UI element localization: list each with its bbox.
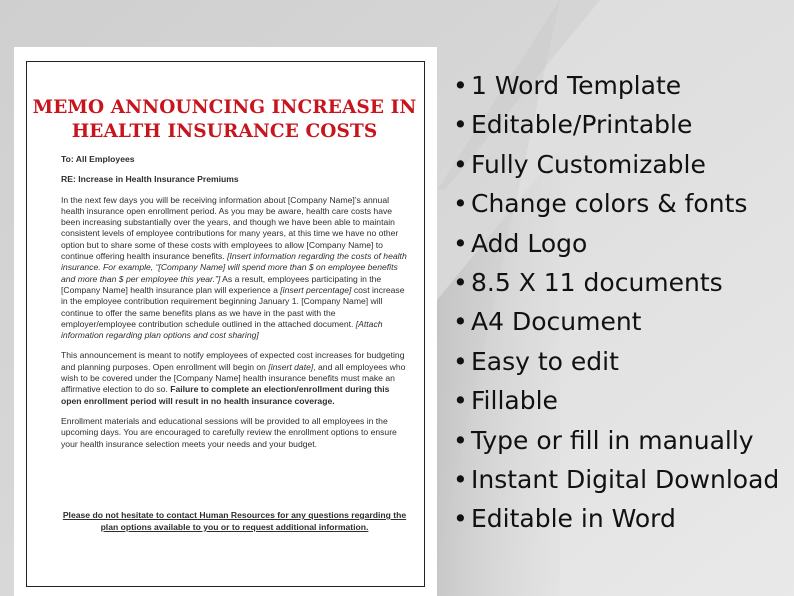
bullet: •	[453, 149, 468, 179]
feature-list	[453, 66, 794, 539]
feature-item: • 8.5 X 11 documents	[453, 263, 794, 302]
feature-item: • Change colors & fonts	[453, 184, 794, 223]
bullet: •	[453, 504, 468, 534]
bullet: •	[453, 307, 468, 337]
feature-item: • Editable in Word	[453, 499, 794, 538]
feature-item: • Fully Customizable	[453, 145, 794, 184]
feature-item: • Type or fill in manually	[453, 421, 794, 460]
bullet: •	[453, 189, 468, 219]
memo-footer-note: Please do not hesitate to contact Human Resources for any questions regarding the plan options available to you or to request additional information.	[62, 510, 407, 532]
feature-item: • Instant Digital Download	[453, 460, 794, 499]
memo-paragraph-1: In the next few days you will be receiving information about [Company Name]’s annual health insurance open enrollment period. As you may be aware, health care costs have been increasing substantially over the years, and though we have been able to maintain consistent levels of employee contributions for many years, at this time we have no other option but to share some of these costs with employees to allow [Company Name] to continue offering health insurance benefits. [Insert information regarding the costs of health insurance. For example, “[Company Name] will spend more than $ on employee benefits and more than $ per employee this year.”] As a result, employees participating in the [Company Name] health insurance plan will experience a [insert percentage] cost increase in the employee contribution requirement beginning January 1. [Company Name] will continue to offer the same benefits plans as we have in the past with the employer/employee contribution schedule outlined in the attached document. [Attach information regarding plan options and cost sharing]	[61, 194, 407, 341]
memo-paragraph-3: Enrollment materials and educational sessions will be provided to all employees in the upcoming days. You are encouraged to carefully review the enrollment options to ensure your health insurance selection meets your needs and your budget.	[61, 415, 397, 449]
bullet: •	[453, 71, 468, 100]
bullet: •	[453, 386, 468, 416]
memo-paragraph-2: This announcement is meant to notify employees of expected cost increases for budgeting and planning purposes. Open enrollment will begin on [insert date], and all employees who wish to be covered under the [Company Name] health insurance benefits must make an affirmative election to do so. Failure to complete an election/enrollment during this open enrollment period will result in no health insurance coverage.	[61, 350, 406, 406]
bullet: •	[453, 464, 468, 494]
memo-title-line-1: MEMO ANNOUNCING INCREASE IN	[32, 97, 417, 118]
memo-to-line: To: All Employees	[61, 154, 135, 164]
feature-item: • 1 Word Template	[453, 66, 794, 105]
memo-title-line-2: HEALTH INSURANCE COSTS	[71, 121, 378, 142]
bullet: •	[453, 110, 468, 140]
feature-item: • A4 Document	[453, 302, 794, 341]
memo-re-line: RE: Increase in Health Insurance Premiums	[61, 174, 239, 185]
memo-document-preview	[14, 47, 437, 596]
feature-item: • Editable/Printable	[453, 105, 794, 144]
bullet: •	[453, 228, 468, 258]
bullet: •	[453, 346, 468, 376]
bullet: •	[453, 425, 468, 455]
feature-item: • Add Logo	[453, 224, 794, 263]
memo-title	[26, 96, 423, 144]
feature-item: • Fillable	[453, 381, 794, 420]
bullet: •	[453, 267, 468, 297]
feature-item: • Easy to edit	[453, 342, 794, 381]
memo-body	[61, 154, 408, 459]
